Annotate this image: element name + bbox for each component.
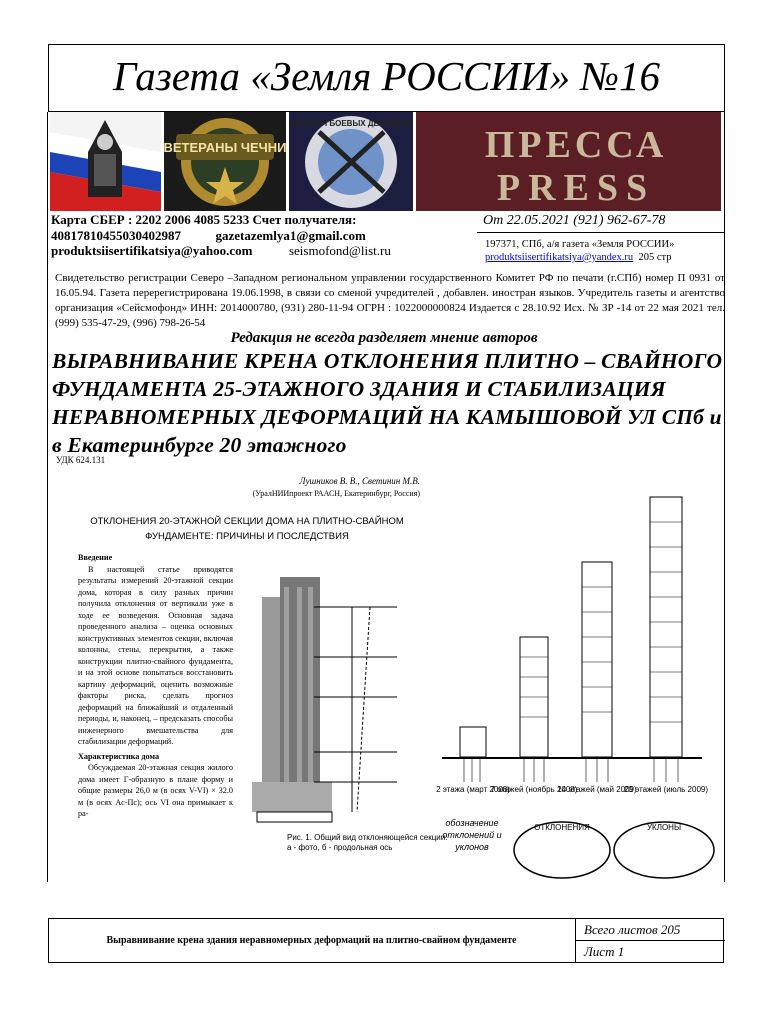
stage-label-4: 20 этажей (июль 2009) bbox=[623, 785, 709, 794]
chechnya-veterans-badge-icon bbox=[164, 112, 286, 211]
contacts-block bbox=[51, 212, 471, 259]
sheet-info bbox=[575, 919, 725, 962]
stage-label-2: 7 этажей (ноябрь 2008) bbox=[490, 785, 578, 794]
issue-address bbox=[477, 233, 724, 264]
frame-left-border bbox=[47, 112, 48, 882]
issue-date-phone: От 22.05.2021 (921) 962-67-78 bbox=[477, 212, 724, 233]
figure-caption-2: а - фото, б - продольная ось bbox=[287, 843, 393, 852]
gmail-address[interactable]: gazetazemlya1@gmail.com bbox=[215, 227, 366, 243]
scan-article-title: ОТКЛОНЕНИЯ 20-ЭТАЖНОЙ СЕКЦИИ ДОМА НА ПЛИТНО-СВАЙНОМ ФУНДАМЕНТЕ: ПРИЧИНЫ И ПОСЛЕДСТВИЯ bbox=[90, 516, 404, 542]
legend: обозначение отклонений и уклонов ОТКЛОНЕНИЯ УКЛОНЫ bbox=[437, 817, 714, 878]
article-authors: Лушников В. В., Светинин М.В. bbox=[299, 476, 420, 486]
account-number: 40817810455030402987 bbox=[51, 227, 181, 243]
article-scan-image bbox=[52, 452, 726, 882]
press-logo bbox=[416, 112, 721, 211]
yahoo-address[interactable]: produktsiisertifikatsiya@yahoo.com bbox=[51, 243, 253, 258]
bank-card-line: Карта СБЕР : 2202 2006 4085 5233 Счет получателя: bbox=[51, 212, 357, 227]
figure-caption-1: Рис. 1. Общий вид отклоняющейся секции: bbox=[287, 833, 448, 842]
udk-code: УДК 624.131 bbox=[56, 455, 106, 465]
registration-certificate: Свидетельство регистрации Северо –Западном региональном управлении государственного Комитет РФ по печати (г.СПб) номер П 0931 от 16.05.94. Газета перерегистрирована 19.06.1998, в связи со сменой учредителей , добавлен. иностран языков. Учредитель газеты и агентство организация «Сейсмофонд» ИНН: 2014000780, (931) 280-11-94 ОГРН : 1022000000824 Издается с 28.10.92 Исх. № ЗР -14 от 22 мая 2021 тел. (999) 535-47-29, (996) 798-26-54 bbox=[55, 272, 725, 329]
building-photo bbox=[252, 577, 332, 812]
scan-article-body: Введение В настоящей статье приводятся результаты измерений 20-этажной секции дома, которая в силу разных причин получила отклонения от вертикали уже в ходе ее возведения. Основная задача проведенного анализа – оценка основных конструктивных элементов секции, включая колонны, стены, перекрытия, а также конструкции плитно-свайного фундамента, и на этой основе попытаться восстановить картину деформаций, оценить возможные факторы риска, сделать прогноз деформаций на ближайший и отдаленный периоды, и, наконец, – предсказать способы инженерного вмешательства для стабилизации деформаций. Характеристика дома Обсуждаемая 20-этажная секция жилого дома имеет Г-образную в плане форму и общие размеры 26,0 м (в осях V-VI) × 32.0 м (в осях Ас-Пс); ось VI она примыкает к ра- bbox=[78, 553, 233, 818]
newspaper-title: Газета «Земля РОССИИ» №16 bbox=[48, 44, 725, 112]
svg-text:PRESS: PRESS bbox=[496, 167, 656, 209]
issue-info-block bbox=[477, 212, 724, 267]
article-headline: ВЫРАВНИВАНИЕ КРЕНА ОТКЛОНЕНИЯ ПЛИТНО – СВАЙНОГО ФУНДАМЕНТА 25-ЭТАЖНОГО ЗДАНИЯ И СТАБИЛИЗАЦИЯ НЕРАВНОМЕРНЫХ ДЕФОРМАЦИЙ НА КАМЫШОВОЙ УЛ СПб и в Екатеринбурге 20 этажного bbox=[52, 349, 723, 457]
author-affiliation: (УралНИИпроект РААСН, Екатеринбург, Россия) bbox=[252, 489, 420, 498]
yandex-email-link[interactable]: produktsiisertifikatsiya@yandex.ru bbox=[485, 252, 634, 263]
list-address[interactable]: seismofond@list.ru bbox=[288, 243, 391, 258]
russia-flag-logo bbox=[50, 112, 161, 211]
stage-label-3: 14 этажей (май 2009) bbox=[557, 785, 637, 794]
stage-label-1: 2 этажа (март 2008) bbox=[436, 785, 510, 794]
footer-title-block bbox=[48, 918, 724, 963]
editorial-note: Редакция не всегда разделяет мнение авторов bbox=[230, 330, 538, 346]
svg-text:ВЕТЕРАНЫ ЧЕЧНИ: ВЕТЕРАНЫ ЧЕЧНИ bbox=[164, 140, 286, 155]
email-line bbox=[51, 243, 471, 259]
page-count: 205 стр bbox=[638, 252, 672, 263]
construction-stages-diagram bbox=[442, 497, 702, 782]
svg-text:ВЕТЕРАН БОЕВЫХ ДЕЙСТВИЙ: ВЕТЕРАН БОЕВЫХ ДЕЙСТВИЙ bbox=[289, 119, 413, 128]
footer-description: Выравнивание крена здания неравномерных деформаций на плитно-свайном фундаменте bbox=[106, 935, 517, 946]
postal-address: 197371, СПб, а/я газета «Земля РОССИИ» bbox=[485, 239, 675, 250]
legend-deviations: ОТКЛОНЕНИЯ bbox=[534, 823, 590, 832]
svg-text:ПРЕССА: ПРЕССА bbox=[484, 124, 668, 166]
total-sheets: Всего листов 205 bbox=[576, 919, 725, 941]
legend-slopes: УКЛОНЫ bbox=[646, 823, 682, 832]
account-line bbox=[51, 228, 471, 244]
combat-veterans-emblem-icon bbox=[289, 112, 413, 211]
logo-strip bbox=[50, 112, 724, 211]
sheet-number: Лист 1 bbox=[584, 944, 625, 959]
